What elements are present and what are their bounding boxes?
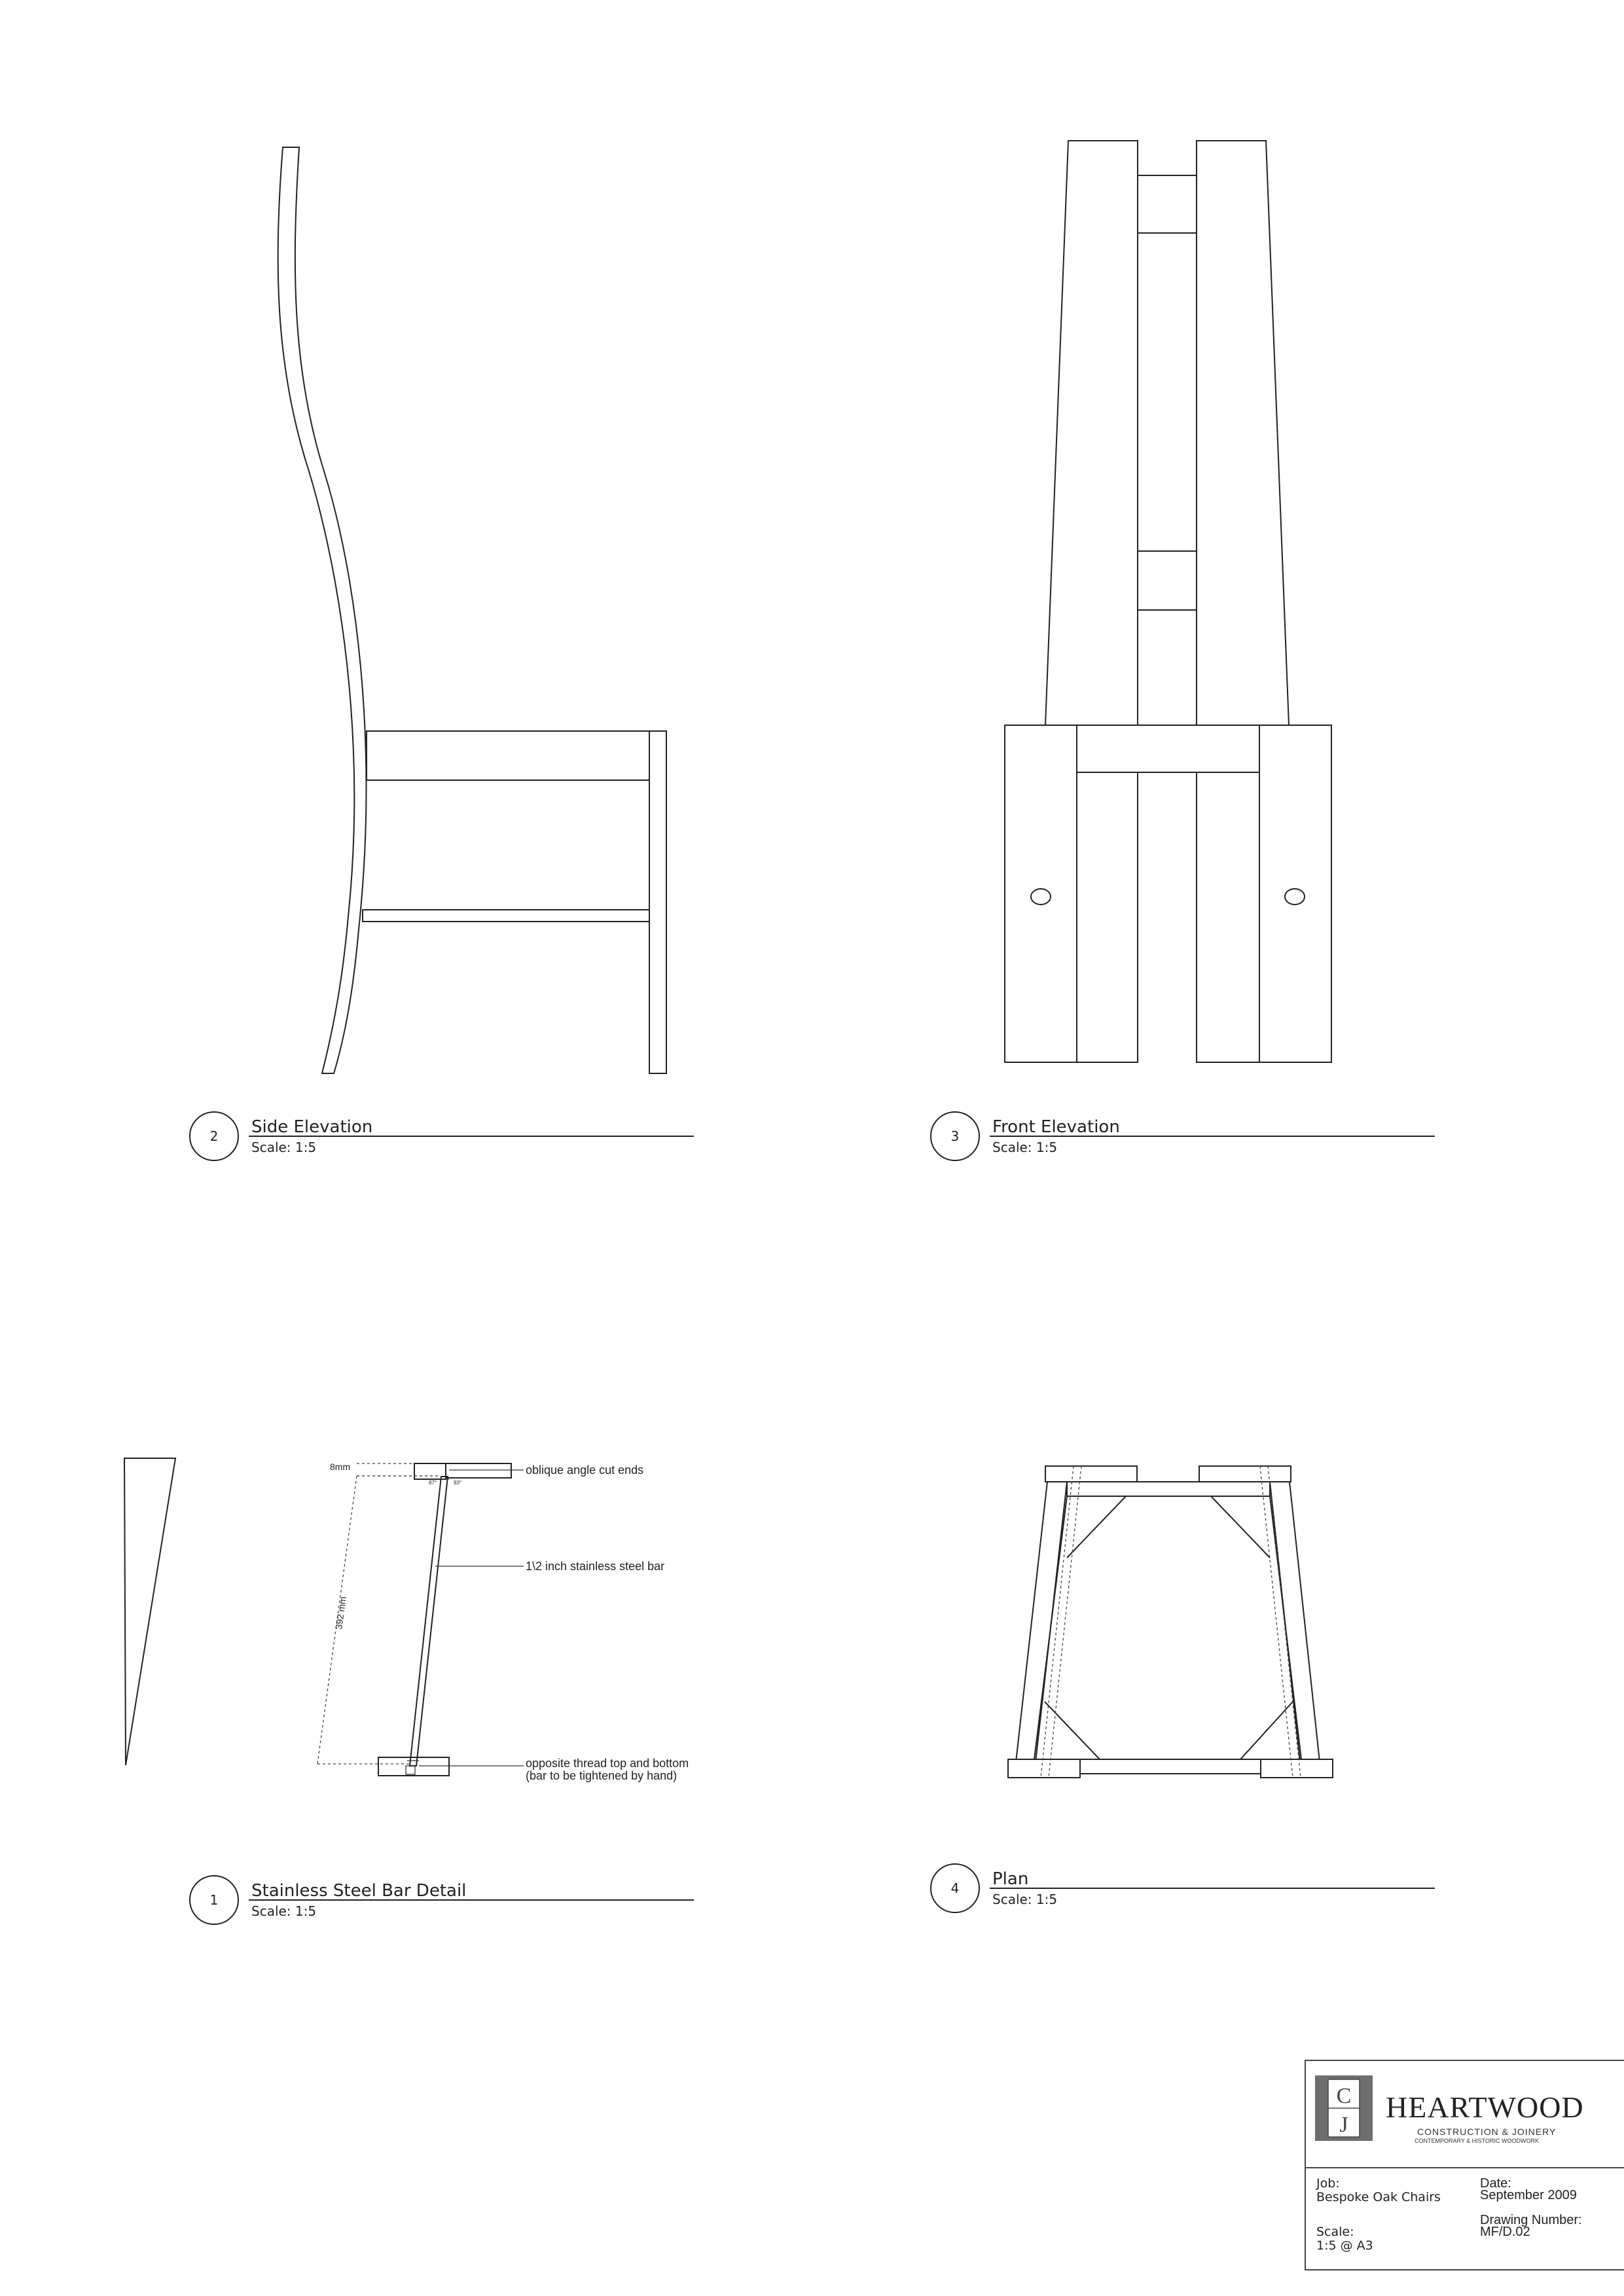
bar-top-block-right [446, 1463, 511, 1478]
cj-monogram-icon [1315, 2075, 1373, 2141]
plan-front-right-block [1261, 1759, 1333, 1778]
date-value: September 2009 [1480, 2188, 1577, 2202]
view-number: 1 [209, 1892, 219, 1908]
note-thread-line1: opposite thread top and bottom [526, 1757, 689, 1770]
company-subtitle: CONSTRUCTION & JOINERY [1417, 2126, 1557, 2137]
plan-drawing [1008, 1466, 1333, 1778]
note-oblique-ends: oblique angle cut ends [526, 1463, 644, 1477]
wedge-shape [124, 1458, 175, 1765]
side-seat-rail [367, 731, 651, 780]
view-label-front-elevation [931, 1112, 1435, 1160]
view-label-bar-detail [190, 1876, 694, 1924]
dim-8mm-label: 8mm [330, 1462, 351, 1472]
front-right-leg-inner [1197, 725, 1259, 1062]
side-front-leg [649, 731, 666, 1073]
plan-right-seat-edge [1270, 1496, 1301, 1759]
drawing-number-label: Drawing Number: [1480, 2213, 1582, 2227]
plan-front-left-block [1008, 1759, 1080, 1778]
plan-brace-front-right [1240, 1702, 1293, 1759]
view-label-side-elevation [190, 1112, 694, 1160]
front-right-leg-outer [1259, 725, 1331, 1062]
view-title: Side Elevation [251, 1117, 373, 1137]
svg-text:C: C [1336, 2084, 1352, 2108]
title-block [1305, 2060, 1624, 2270]
job-value: Bespoke Oak Chairs [1316, 2190, 1441, 2204]
angle-93-label: 93° [454, 1480, 462, 1486]
dim-392-label: 392 mm [333, 1596, 349, 1630]
side-stretcher [363, 910, 651, 922]
view-label-plan [931, 1864, 1435, 1912]
company-logo [1306, 2061, 1624, 2168]
front-left-back-post [1045, 141, 1138, 725]
scale-value: 1:5 @ A3 [1316, 2238, 1373, 2253]
view-number: 3 [950, 1128, 960, 1144]
note-thread-line2: (bar to be tightened by hand) [526, 1769, 677, 1782]
view-title: Front Elevation [992, 1117, 1120, 1137]
front-mid-rail [1138, 551, 1197, 610]
view-scale: Scale: 1:5 [992, 1139, 1058, 1155]
plan-bar-left-a [1041, 1466, 1074, 1778]
plan-brace-back-right [1211, 1496, 1270, 1558]
angle-87-label: 87° [429, 1480, 437, 1486]
front-left-leg-inner [1077, 725, 1138, 1062]
plan-back-right-block [1199, 1466, 1291, 1482]
side-back-leg [278, 147, 367, 1073]
plan-right-side [1270, 1482, 1321, 1774]
note-steel-bar: 1\2 inch stainless steel bar [526, 1560, 665, 1573]
side-elevation-drawing [278, 147, 666, 1073]
view-scale: Scale: 1:5 [251, 1903, 317, 1919]
scale-label: Scale: [1316, 2225, 1354, 2239]
view-number: 4 [950, 1880, 960, 1896]
company-tagline: CONTEMPORARY & HISTORIC WOODWORK [1415, 2138, 1540, 2144]
front-right-back-post [1197, 141, 1289, 725]
bar-detail-drawing [317, 1462, 689, 1782]
company-name: HEARTWOOD [1386, 2090, 1584, 2124]
plan-left-side [1015, 1482, 1067, 1774]
plan-bar-right-a [1260, 1466, 1293, 1778]
view-scale: Scale: 1:5 [992, 1892, 1058, 1907]
view-number: 2 [209, 1128, 219, 1144]
plan-back-rail [1067, 1482, 1270, 1496]
plan-back-left-block [1045, 1466, 1137, 1482]
front-seat-rail [1077, 725, 1259, 772]
stainless-steel-bar [410, 1477, 448, 1766]
front-left-leg-outer [1005, 725, 1077, 1062]
plan-brace-front-left [1045, 1702, 1100, 1759]
view-scale: Scale: 1:5 [251, 1139, 317, 1155]
svg-text:J: J [1339, 2113, 1348, 2137]
view-title: Stainless Steel Bar Detail [251, 1881, 467, 1901]
front-elevation-drawing [1005, 141, 1331, 1062]
bar-foot-nut [406, 1766, 415, 1774]
plan-brace-back-left [1067, 1496, 1126, 1558]
drawing-number-value: MF/D.02 [1480, 2225, 1530, 2239]
view-title: Plan [992, 1869, 1029, 1889]
job-label: Job: [1316, 2176, 1340, 2191]
date-label: Date: [1480, 2176, 1511, 2191]
front-top-rail [1138, 175, 1197, 233]
